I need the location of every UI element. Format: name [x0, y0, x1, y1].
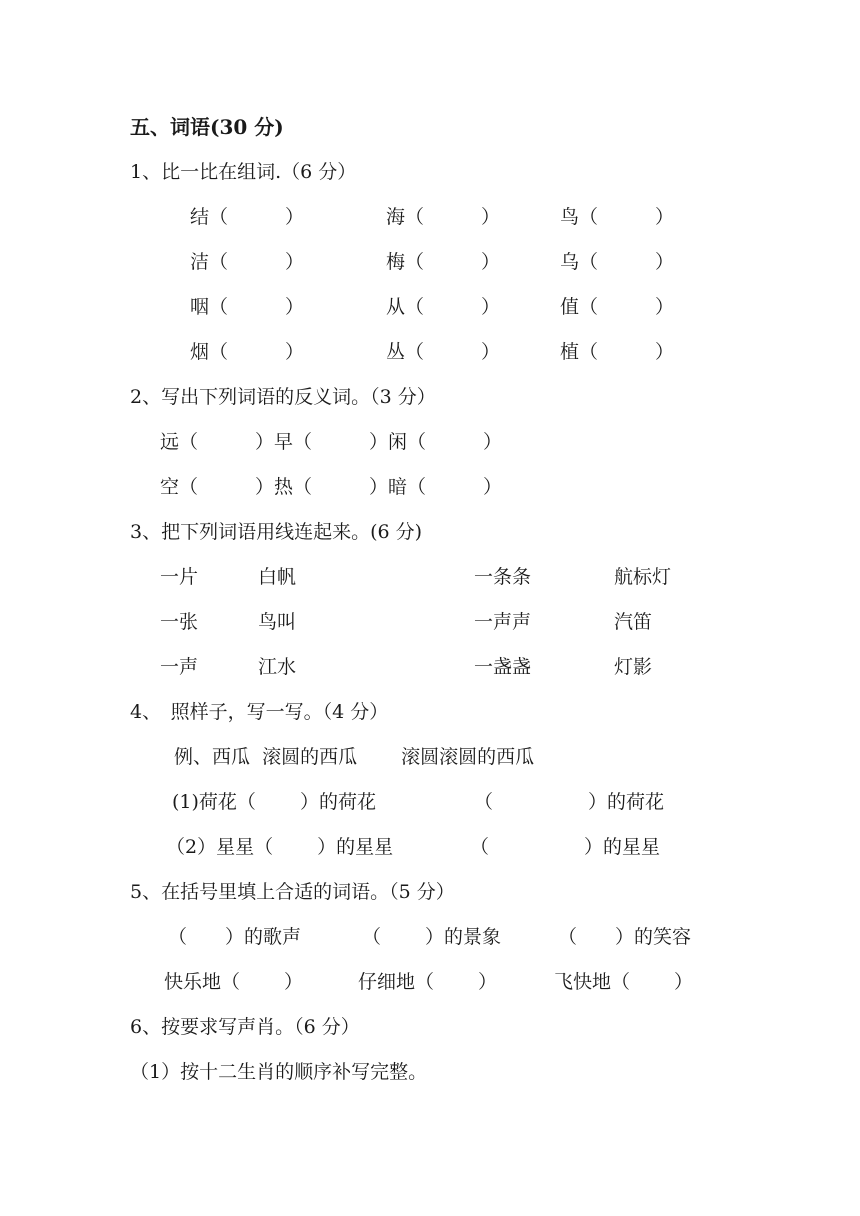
q5-blank: （ ）的笑容	[558, 926, 692, 948]
question-2-title: 2、写出下列词语的反义词。（3 分）	[130, 386, 436, 408]
q1-cell: 结（ ）	[190, 206, 305, 228]
q3-word: 汽笛	[614, 611, 653, 633]
q1-cell: 从（ ）	[386, 296, 501, 318]
section-title: 五、词语(30 分)	[130, 115, 284, 139]
q4-item: （ ）的星星	[470, 836, 661, 858]
q3-word: 航标灯	[614, 566, 672, 588]
q1-cell: 鸟（ ）	[560, 206, 675, 228]
q3-word: 白帆	[258, 566, 297, 588]
q1-cell: 海（ ）	[386, 206, 501, 228]
q1-cell: 值（ ）	[560, 296, 675, 318]
q3-word: 一盏盏	[474, 656, 532, 678]
q1-cell: 植（ ）	[560, 341, 675, 363]
q5-blank: （ ）的歌声	[168, 926, 302, 948]
q5-blank: 快乐地（ ）	[164, 971, 304, 993]
q5-blank: 仔细地（ ）	[358, 971, 498, 993]
q4-item: （ ）的荷花	[474, 791, 665, 813]
q3-word: 鸟叫	[258, 611, 297, 633]
q5-blank: 飞快地（ ）	[554, 971, 694, 993]
q2-row: 空（ ）热（ ）暗（ ）	[160, 476, 503, 498]
q6-subquestion-1: （1）按十二生肖的顺序补写完整。	[130, 1061, 428, 1083]
q1-cell: 烟（ ）	[190, 341, 305, 363]
q3-word: 一片	[160, 566, 199, 588]
q1-cell: 丛（ ）	[386, 341, 501, 363]
question-5-title: 5、在括号里填上合适的词语。（5 分）	[130, 881, 455, 903]
q3-word: 一声	[160, 656, 199, 678]
q1-cell: 乌（ ）	[560, 251, 675, 273]
q5-blank: （ ）的景象	[362, 926, 502, 948]
q4-example: 例、西瓜 滚圆的西瓜 滚圆滚圆的西瓜	[174, 746, 535, 768]
q3-word: 一条条	[474, 566, 532, 588]
q1-cell: 梅（ ）	[386, 251, 501, 273]
q3-word: 灯影	[614, 656, 653, 678]
q4-item: （2）星星（ ）的星星	[166, 836, 394, 858]
question-4-title: 4、 照样子，写一写。（4 分）	[130, 701, 389, 723]
q3-word: 一张	[160, 611, 199, 633]
q2-row: 远（ ）早（ ）闲（ ）	[160, 431, 503, 453]
question-1-title: 1、比一比在组词.（6 分）	[130, 161, 357, 183]
q4-item: (1)荷花（ ）的荷花	[172, 791, 376, 813]
question-6-title: 6、按要求写声肖。（6 分）	[130, 1016, 360, 1038]
question-3-title: 3、把下列词语用线连起来。(6 分)	[130, 521, 423, 543]
q3-word: 一声声	[474, 611, 532, 633]
q3-word: 江水	[258, 656, 297, 678]
q1-cell: 洁（ ）	[190, 251, 305, 273]
q1-cell: 咽（ ）	[190, 296, 305, 318]
